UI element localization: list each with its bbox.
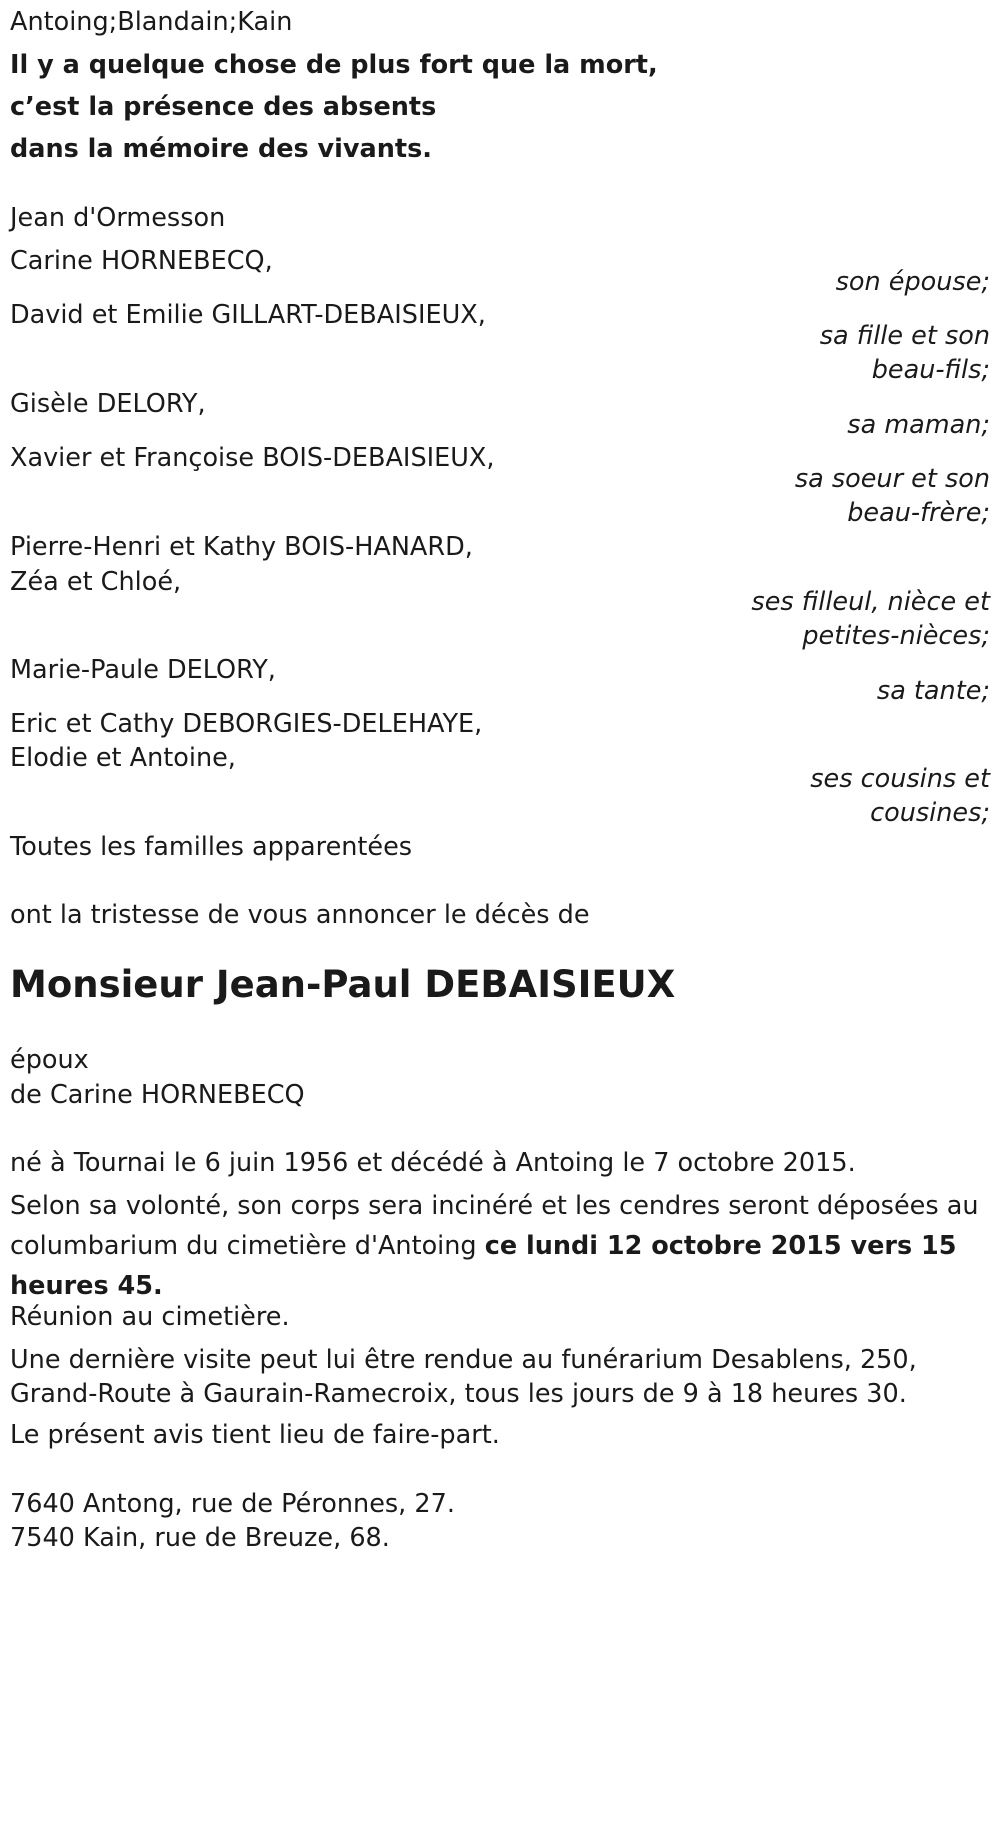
family-relation-cousins-1: ses cousins et [810, 764, 990, 794]
quote-author: Jean d'Ormesson [10, 203, 226, 233]
family-relation-godson-1: ses filleul, nièce et [751, 587, 990, 617]
notice-line: Le présent avis tient lieu de faire-part. [10, 1420, 500, 1450]
family-relation-daughter-2: beau-fils; [871, 355, 990, 385]
spouse-line-2: de Carine HORNEBECQ [10, 1080, 305, 1110]
ceremony-date-time: ce lundi 12 octobre 2015 vers 15 heures 45. [10, 1231, 957, 1301]
family-names-godson-1: Pierre-Henri et Kathy BOIS-HANARD, [10, 532, 473, 562]
visit-line-2: Grand-Route à Gaurain-Ramecroix, tous les jours de 9 à 18 heures 30. [10, 1379, 907, 1409]
announcement-line: ont la tristesse de vous annoncer le décès de [10, 900, 590, 930]
place-header: Antoing;Blandain;Kain [10, 7, 293, 37]
family-relation-godson-2: petites-nièces; [802, 621, 990, 651]
birth-death-line: né à Tournai le 6 juin 1956 et décédé à Antoing le 7 octobre 2015. [10, 1148, 856, 1178]
visit-line-1: Une dernière visite peut lui être rendue au funérarium Desablens, 250, [10, 1345, 917, 1375]
family-relation-cousins-2: cousines; [870, 798, 990, 828]
family-names-cousins-2: Elodie et Antoine, [10, 743, 236, 773]
ceremony-text: Selon sa volonté, son corps sera incinéré et les cendres seront déposées au columbarium du cimetière d'Antoing [10, 1191, 979, 1261]
family-relation-mother: sa maman; [847, 410, 990, 440]
family-names-spouse: Carine HORNEBECQ, [10, 246, 273, 276]
family-names-mother: Gisèle DELORY, [10, 389, 206, 419]
family-names-daughter: David et Emilie GILLART-DEBAISIEUX, [10, 300, 486, 330]
family-names-godson-2: Zéa et Chloé, [10, 567, 182, 597]
family-relation-sister-1: sa soeur et son [794, 464, 990, 494]
family-names-aunt: Marie-Paule DELORY, [10, 655, 276, 685]
quote-line-3: dans la mémoire des vivants. [10, 134, 432, 164]
spouse-line-1: époux [10, 1045, 89, 1075]
ceremony-paragraph [10, 1186, 995, 1306]
meeting-line: Réunion au cimetière. [10, 1302, 290, 1332]
family-names-sister: Xavier et Françoise BOIS-DEBAISIEUX, [10, 443, 495, 473]
family-relation-daughter-1: sa fille et son [819, 321, 990, 351]
families-line: Toutes les familles apparentées [10, 832, 413, 862]
address-2: 7540 Kain, rue de Breuze, 68. [10, 1523, 390, 1553]
quote-line-1: Il y a quelque chose de plus fort que la mort, [10, 50, 658, 80]
family-relation-aunt: sa tante; [876, 676, 990, 706]
address-1: 7640 Antong, rue de Péronnes, 27. [10, 1489, 455, 1519]
family-names-cousins-1: Eric et Cathy DEBORGIES-DELEHAYE, [10, 709, 483, 739]
quote-line-2: c’est la présence des absents [10, 92, 437, 122]
family-relation-spouse: son épouse; [835, 267, 990, 297]
family-relation-sister-2: beau-frère; [847, 498, 990, 528]
deceased-name: Monsieur Jean-Paul DEBAISIEUX [10, 963, 676, 1006]
